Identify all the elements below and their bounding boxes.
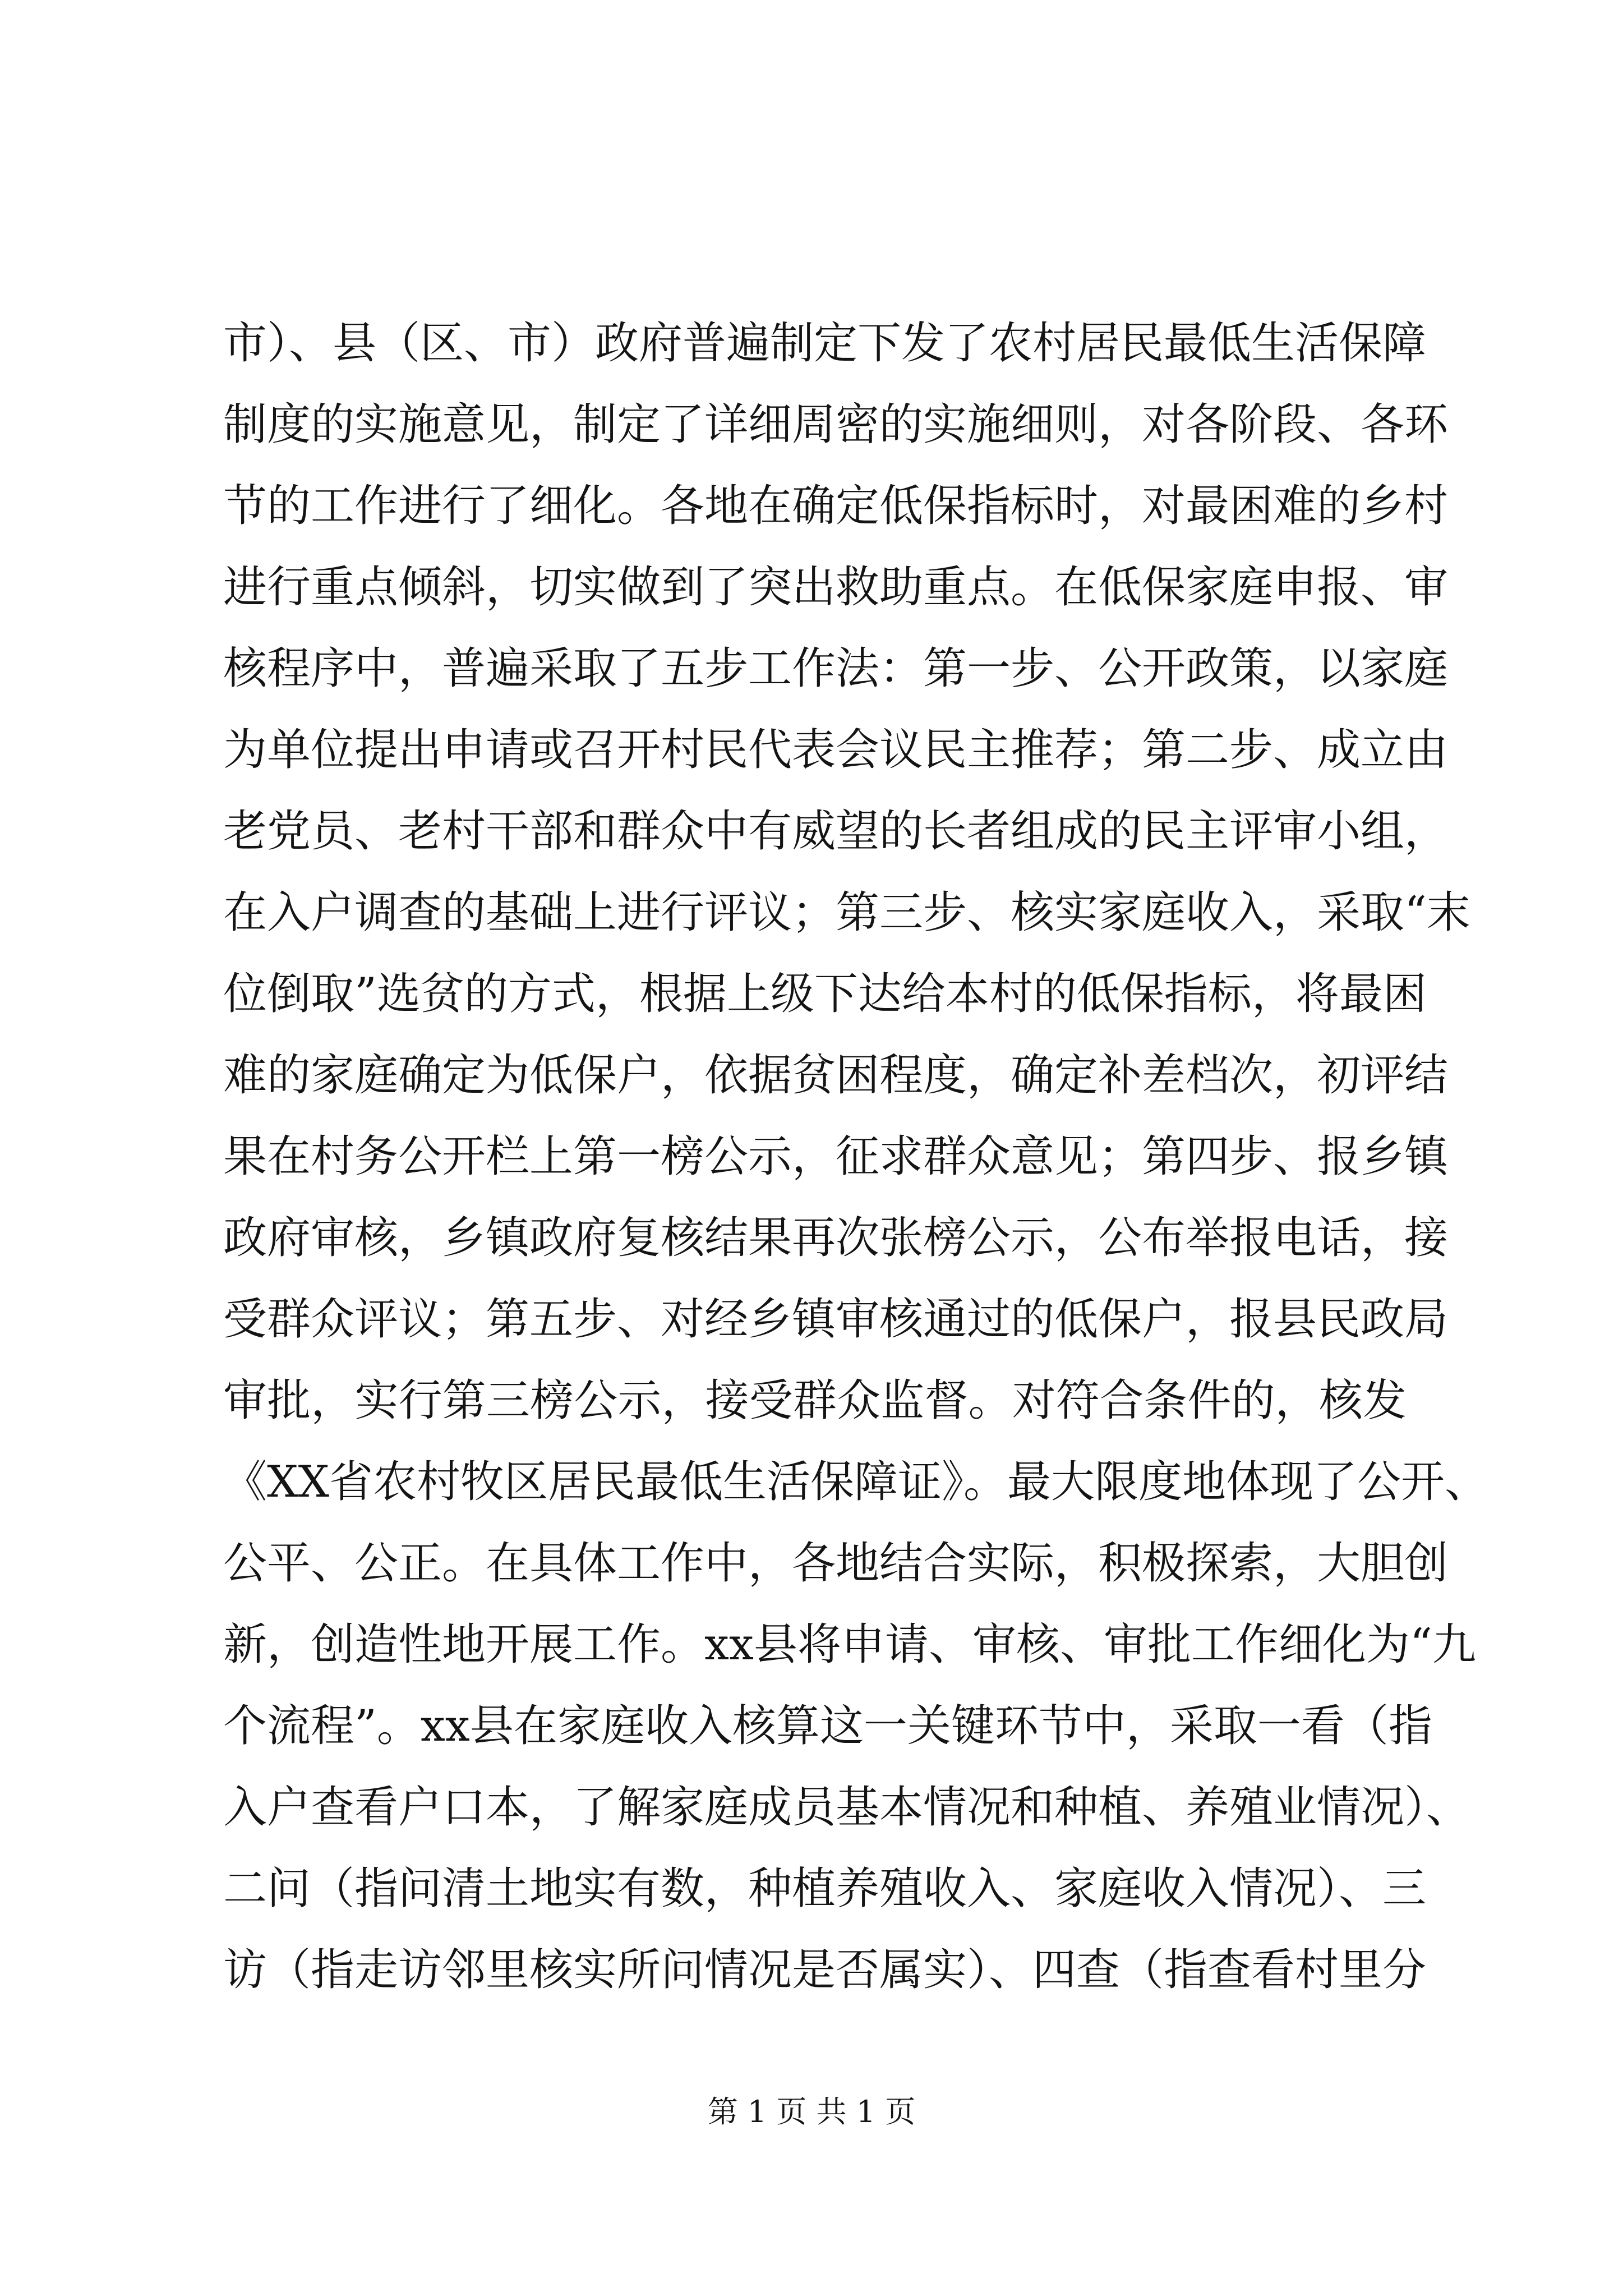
text-line-11: 果在村务公开栏上第一榜公示，征求群众意见；第四步、报乡镇 [223,1131,1449,1182]
text-line-9: 位倒取”选贫的方式，根据上级下达给本村的低保指标，将最困 [223,969,1427,1019]
text-line-17: 新，创造性地开展工作。xx县将申请、审核、审批工作细化为“九 [223,1619,1476,1670]
text-line-15: 《XX省农村牧区居民最低生活保障证》。最大限度地体现了公开、 [223,1457,1489,1507]
text-line-18: 个流程”。xx县在家庭收入核算这一关键环节中，采取一看（指 [223,1701,1432,1751]
text-line-21: 访（指走访邻里核实所问情况是否属实）、四查（指查看村里分 [223,1945,1427,1995]
text-line-1: 市）、县（区、市）政府普遍制定下发了农村居民最低生活保障 [223,318,1427,369]
text-line-5: 核程序中，普遍采取了五步工作法：第一步、公开政策，以家庭 [223,643,1449,694]
page-number-footer: 第 1 页 共 1 页 [707,2094,916,2129]
text-line-4: 进行重点倾斜，切实做到了突出救助重点。在低保家庭申报、审 [223,562,1449,613]
text-line-8: 在入户调查的基础上进行评议；第三步、核实家庭收入，采取“末 [223,887,1470,938]
text-line-12: 政府审核，乡镇政府复核结果再次张榜公示，公布举报电话，接 [223,1213,1449,1263]
text-line-20: 二问（指问清土地实有数，种植养殖收入、家庭收入情况）、三 [223,1864,1427,1914]
text-line-6: 为单位提出申请或召开村民代表会议民主推荐；第二步、成立由 [223,725,1449,775]
text-line-16: 公平、公正。在具体工作中，各地结合实际，积极探索，大胆创 [223,1538,1449,1589]
text-line-3: 节的工作进行了细化。各地在确定低保指标时，对最困难的乡村 [223,481,1449,531]
body-text [223,303,1489,2011]
text-line-10: 难的家庭确定为低保户，依据贫困程度，确定补差档次，初评结 [223,1050,1449,1101]
text-line-14: 审批，实行第三榜公示，接受群众监督。对符合条件的，核发 [223,1375,1407,1426]
text-line-7: 老党员、老村干部和群众中有威望的长者组成的民主评审小组， [223,806,1449,857]
text-line-19: 入户查看户口本，了解家庭成员基本情况和种植、养殖业情况）、 [223,1782,1470,1833]
text-line-13: 受群众评议；第五步、对经乡镇审核通过的低保户，报县民政局 [223,1294,1449,1345]
text-line-2: 制度的实施意见，制定了详细周密的实施细则，对各阶段、各环 [223,399,1449,450]
